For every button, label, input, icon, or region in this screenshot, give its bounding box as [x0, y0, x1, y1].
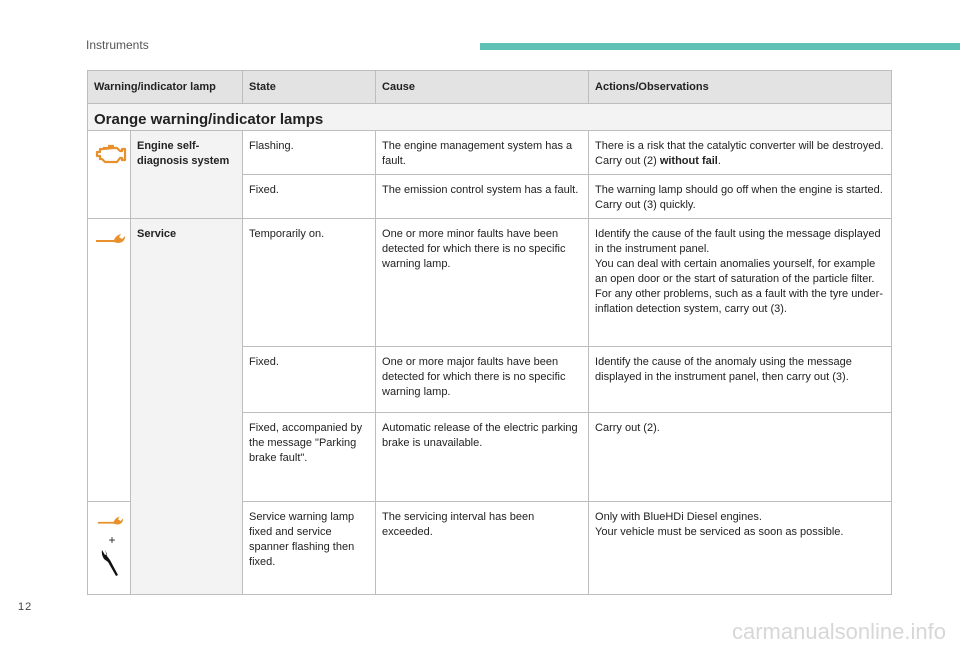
action-cell: Only with BlueHDi Diesel engines. Your vehicle must be serviced as soon as possible. [589, 502, 892, 595]
table-row [88, 131, 892, 175]
action-cell: Identify the cause of the anomaly using the message displayed in the instrument panel, then carry out (3). [589, 347, 892, 413]
section-row [88, 104, 892, 131]
action-text: There is a risk that the catalytic converter will be destroyed. Carry out (2) [595, 140, 884, 167]
lamp-name-service: Service [131, 219, 243, 595]
state-cell: Fixed. [243, 347, 376, 413]
service-icon-cell [88, 219, 131, 502]
page-number: 12 [18, 601, 33, 613]
service-spanner-icon-cell [88, 502, 131, 595]
state-cell: Fixed, accompanied by the message "Parking brake fault". [243, 413, 376, 502]
state-cell: Service warning lamp fixed and service spanner flashing then fixed. [243, 502, 376, 595]
column-header-lamp: Warning/indicator lamp [88, 71, 243, 104]
section-title: Orange warning/indicator lamps [88, 104, 892, 131]
cause-cell: One or more minor faults have been detected for which there is no specific warning lamp. [376, 219, 589, 347]
watermark: carmanualsonline.info [731, 619, 946, 644]
column-header-cause: Cause [376, 71, 589, 104]
action-cell [589, 131, 892, 175]
spanner-icon [94, 514, 128, 528]
column-header-actions: Actions/Observations [589, 71, 892, 104]
cause-cell: The emission control system has a fault. [376, 175, 589, 219]
cause-cell: One or more major faults have been detected for which there is no specific warning lamp. [376, 347, 589, 413]
cause-cell: The servicing interval has been exceeded. [376, 502, 589, 595]
maintenance-spanner-icon [94, 547, 128, 577]
action-cell: The warning lamp should go off when the engine is started. Carry out (3) quickly. [589, 175, 892, 219]
engine-icon-cell [88, 131, 131, 219]
plus-symbol: + [108, 533, 116, 547]
cause-cell: The engine management system has a fault. [376, 131, 589, 175]
service-spanner-combo-icon [88, 502, 130, 582]
state-cell: Fixed. [243, 175, 376, 219]
state-cell: Temporarily on. [243, 219, 376, 347]
action-emphasis: without fail [659, 155, 718, 167]
cause-cell: Automatic release of the electric parking brake is unavailable. [376, 413, 589, 502]
section-label: Instruments [86, 38, 149, 52]
action-cell: Carry out (2). [589, 413, 892, 502]
table-header-row [88, 71, 892, 104]
table-row [88, 219, 892, 347]
lamp-name-engine: Engine self-diagnosis system [131, 131, 243, 219]
warning-lamps-table [87, 70, 892, 595]
header-accent-bar [480, 43, 960, 50]
state-cell: Flashing. [243, 131, 376, 175]
action-suffix: . [717, 155, 721, 167]
column-header-state: State [243, 71, 376, 104]
spanner-icon [88, 219, 130, 252]
engine-icon [88, 131, 130, 170]
action-cell: Identify the cause of the fault using the message displayed in the instrument panel. You can deal with certain anomalies yourself, for example an open door or the start of saturation of the particle filter. For any other problems, such as a fault with the tyre under-inflation detection system, carry out (3). [589, 219, 892, 347]
